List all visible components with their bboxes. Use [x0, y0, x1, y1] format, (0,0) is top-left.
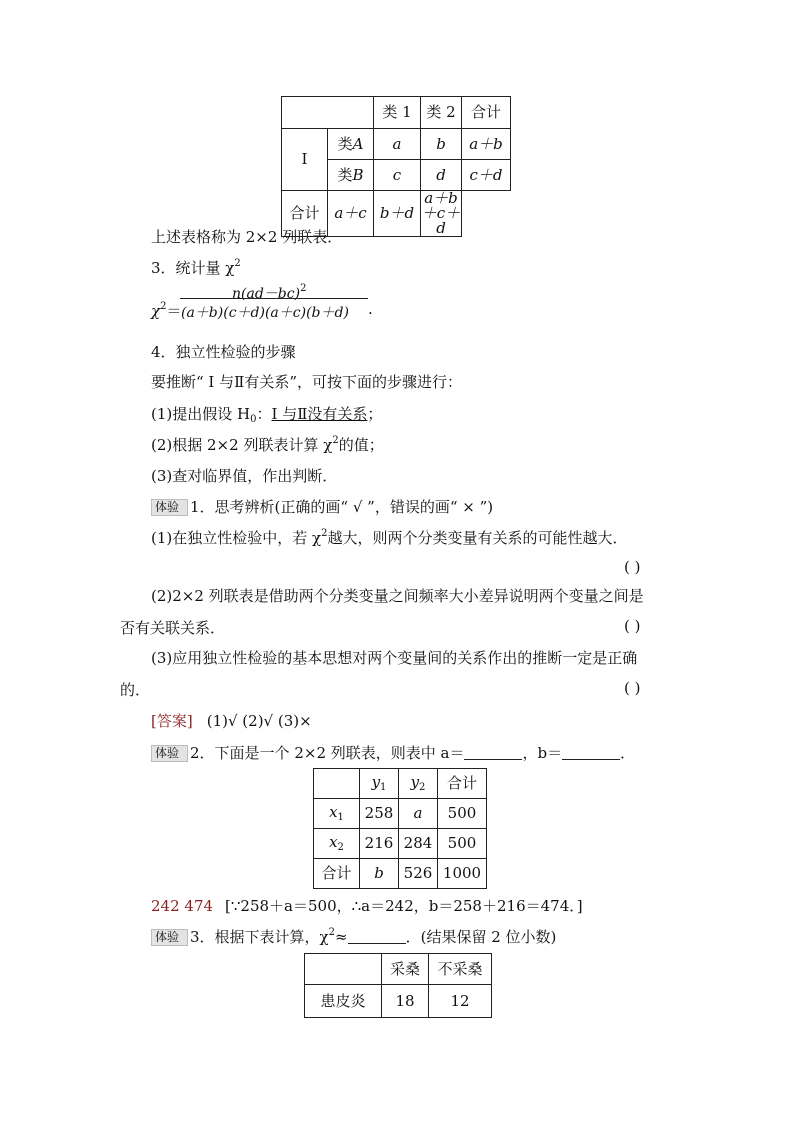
section-4-intro: 要推断“ I 与Ⅱ有关系”，可按下面的步骤进行：	[151, 373, 462, 391]
exercise-1-title: 体验 1．思考辨析(正确的画“ √ ”，错误的画“ × ”)	[151, 496, 493, 517]
table-cell: b	[360, 859, 399, 889]
table-cell: a＋b＋c＋d	[421, 189, 461, 237]
answer-paren: ( )	[624, 617, 641, 635]
row-label: 类A	[328, 129, 374, 160]
row-label: 类B	[328, 160, 374, 191]
row-label: $x_1$	[314, 799, 360, 829]
table-caption: 上述表格称为 2×2 列联表．	[151, 228, 343, 246]
exercise-1-q3-line1: (3)应用独立性检验的基本思想对两个变量间的关系作出的推断一定是正确	[151, 649, 638, 667]
exercise-1-q2-line2: 否有关联关系．	[120, 619, 226, 637]
table-corner-cell	[282, 97, 374, 129]
chi-square-lhs: $\chi^2=$	[151, 301, 182, 320]
table-cell: c＋d	[462, 160, 511, 191]
answer-paren: ( )	[624, 679, 641, 697]
table-header-cell: 合计	[462, 97, 511, 129]
table-header-cell: 不采桑	[429, 954, 492, 985]
exercise-2-answer: 242 474 [∵258＋a＝500，∴a＝242，b＝258＋216＝474．]	[151, 897, 583, 915]
table-header-cell: 类 2	[421, 97, 462, 129]
table-cell: a＋b	[462, 129, 511, 160]
table-header-cell: $y_1$	[360, 769, 399, 799]
answer-paren: ( )	[624, 558, 641, 576]
exercise-1-q2-line1: (2)2×2 列联表是借助两个分类变量之间频率大小差异说明两个变量之间是	[151, 587, 644, 605]
formula-numerator: $n(ad-bc)^2$	[232, 283, 307, 302]
exercise-1-q1: (1)在独立性检验中，若 $\chi^2$越大，则两个分类变量有关系的可能性越大．	[151, 528, 628, 547]
answer-label: [答案]	[151, 712, 193, 730]
total-row-label: 合计	[282, 191, 328, 237]
exercise-badge: 体验	[151, 745, 188, 762]
table-cell: a	[374, 129, 421, 160]
contingency-table-example	[313, 768, 487, 889]
exercise-badge: 体验	[151, 499, 188, 516]
exercise-2-title: 体验 2．下面是一个 2×2 列联表，则表中 a＝ ，b＝ ．	[151, 742, 635, 763]
table-cell: 1000	[438, 859, 487, 889]
section-4-title: 4．独立性检验的步骤	[151, 343, 296, 361]
formula-period: .	[368, 300, 373, 318]
table-cell: a＋c	[328, 191, 374, 237]
table-cell: 216	[360, 829, 399, 859]
table-cell: a	[399, 799, 438, 829]
exercise-3-title: 体验 3．根据下表计算，$\chi^2\approx$ ．(结果保留 2 位小数)	[151, 926, 556, 947]
table-cell: 284	[399, 829, 438, 859]
data-table-exercise-3	[304, 953, 492, 1018]
answer-blank-b[interactable]	[562, 744, 620, 760]
table-cell: 526	[399, 859, 438, 889]
table-header-cell: 合计	[438, 769, 487, 799]
table-header-cell: 类 1	[374, 97, 421, 129]
chi-square-fraction	[180, 283, 368, 330]
table-cell: b	[421, 129, 462, 160]
total-row-label: 合计	[314, 859, 360, 889]
step-1: (1)提出假设 $H_0$：I 与Ⅱ没有关系；	[151, 405, 383, 425]
step-3: (3)查对临界值，作出判断．	[151, 467, 338, 485]
step-2: (2)根据 2×2 列联表计算 $\chi^2$的值；	[151, 435, 384, 454]
table-cell: b＋d	[374, 191, 421, 237]
table-cell: 500	[438, 799, 487, 829]
exercise-1-answer: [答案] (1)√ (2)√ (3)×	[151, 712, 312, 730]
row-label: $x_2$	[314, 829, 360, 859]
table-cell: 12	[429, 985, 492, 1018]
table-cell: 500	[438, 829, 487, 859]
exercise-1-q3-line2: 的．	[120, 681, 151, 699]
table-header-cell: $y_2$	[399, 769, 438, 799]
contingency-table-general	[281, 96, 511, 237]
table-cell: d	[421, 160, 462, 191]
fraction-bar	[180, 298, 368, 299]
table-cell: c	[374, 160, 421, 191]
formula-denominator: (a＋b)(c＋d)(a＋c)(b＋d)	[181, 305, 349, 321]
row-group-label: I	[282, 129, 328, 191]
answer-values: 242 474	[151, 897, 214, 915]
section-3-title: 3．统计量 $\chi^2$	[151, 258, 241, 277]
answer-blank-chi[interactable]	[348, 928, 406, 944]
table-cell: 18	[382, 985, 429, 1018]
table-header-cell: 采桑	[382, 954, 429, 985]
answer-blank-a[interactable]	[464, 744, 522, 760]
table-corner-cell	[305, 954, 382, 985]
row-label: 患皮炎	[305, 985, 382, 1018]
table-corner-cell	[314, 769, 360, 799]
table-cell: 258	[360, 799, 399, 829]
exercise-badge: 体验	[151, 929, 188, 946]
